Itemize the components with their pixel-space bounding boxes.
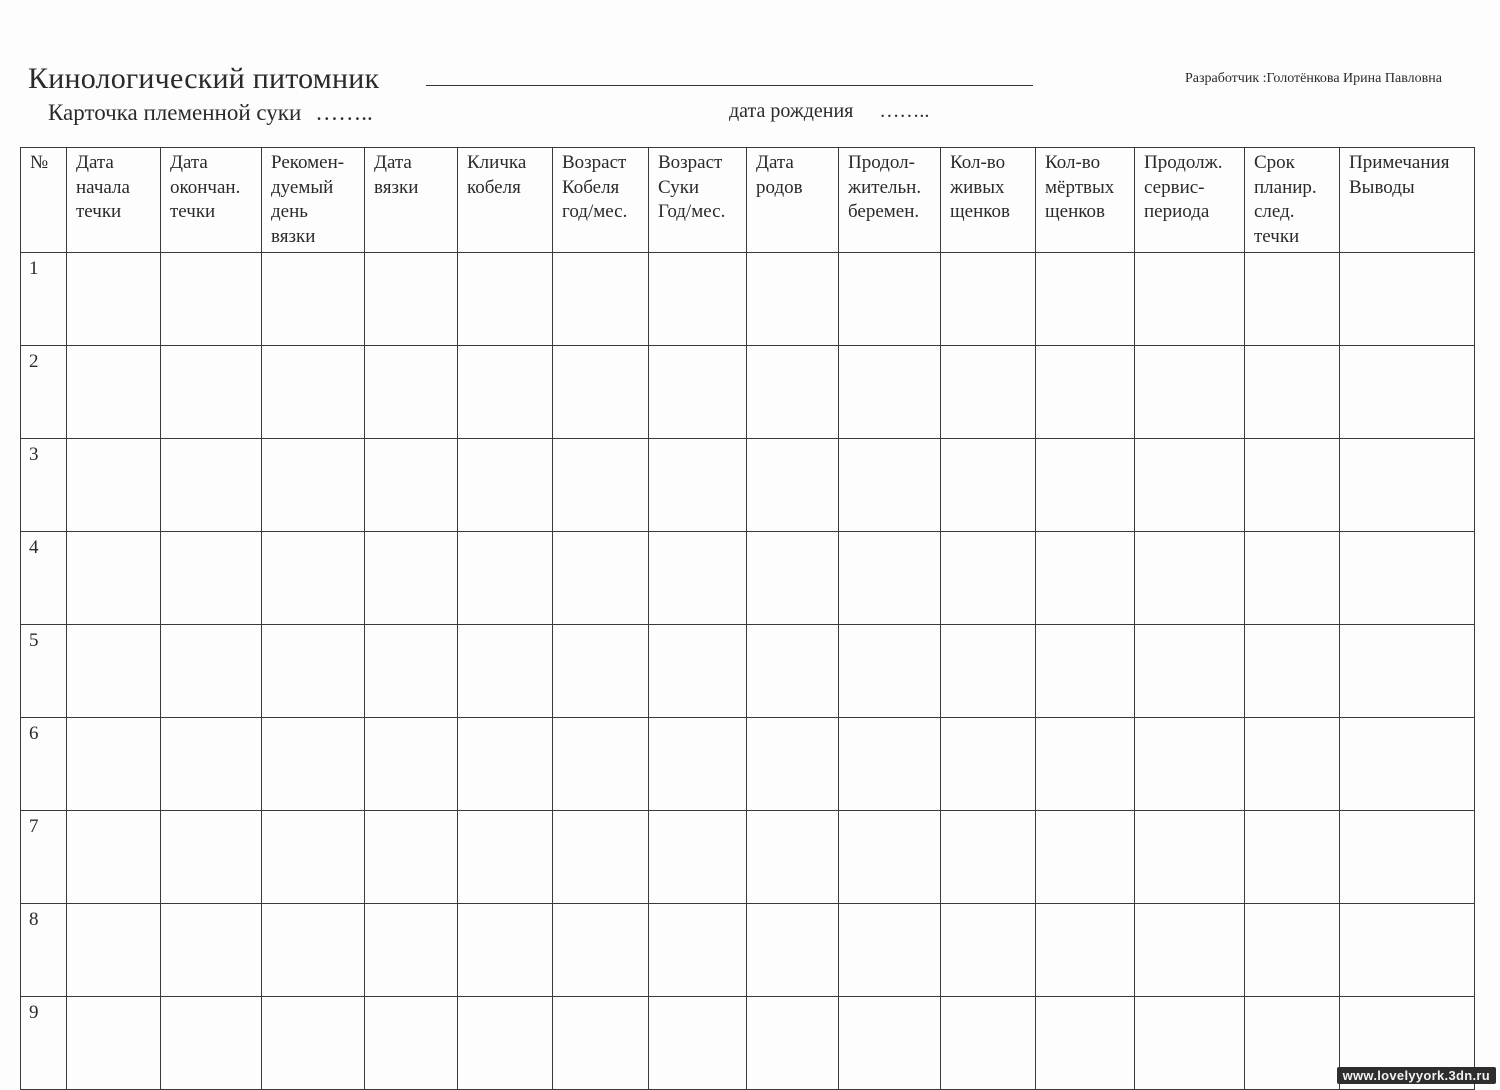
table-cell[interactable] <box>161 997 262 1090</box>
table-cell[interactable] <box>1340 253 1475 346</box>
table-row <box>21 346 1475 439</box>
table-cell[interactable] <box>1036 346 1135 439</box>
table-row <box>21 439 1475 532</box>
table-cell[interactable] <box>1245 997 1340 1090</box>
table-cell[interactable] <box>1340 811 1475 904</box>
table-cell[interactable] <box>1245 532 1340 625</box>
table-cell[interactable] <box>941 904 1036 997</box>
table-cell[interactable] <box>839 532 941 625</box>
table-cell[interactable] <box>67 439 161 532</box>
card-name-placeholder: …….. <box>315 100 373 125</box>
column-header: Продол- жительн. беремен. <box>839 148 941 253</box>
table-cell[interactable] <box>839 439 941 532</box>
column-header: Дата начала течки <box>67 148 161 253</box>
table-cell[interactable] <box>1245 253 1340 346</box>
column-header: Дата вязки <box>365 148 458 253</box>
table-cell[interactable] <box>941 718 1036 811</box>
table-cell[interactable] <box>941 532 1036 625</box>
row-number: 9 <box>21 997 67 1090</box>
table-cell[interactable] <box>365 346 458 439</box>
table-cell[interactable] <box>67 253 161 346</box>
table-cell[interactable] <box>553 811 649 904</box>
table-cell[interactable] <box>161 904 262 997</box>
header-row <box>21 148 1475 253</box>
table-cell[interactable] <box>553 439 649 532</box>
table-cell[interactable] <box>941 625 1036 718</box>
table-cell[interactable] <box>161 718 262 811</box>
table-cell[interactable] <box>262 625 365 718</box>
table-cell[interactable] <box>365 439 458 532</box>
table-cell[interactable] <box>747 811 839 904</box>
table-body <box>21 253 1475 1090</box>
table-cell[interactable] <box>1036 625 1135 718</box>
table-cell[interactable] <box>553 625 649 718</box>
table-cell[interactable] <box>839 718 941 811</box>
table-cell[interactable] <box>553 532 649 625</box>
table-cell[interactable] <box>458 718 553 811</box>
table-cell[interactable] <box>262 811 365 904</box>
table-cell[interactable] <box>1340 625 1475 718</box>
table-cell[interactable] <box>553 346 649 439</box>
table-cell[interactable] <box>839 346 941 439</box>
table-cell[interactable] <box>262 718 365 811</box>
table-cell[interactable] <box>67 346 161 439</box>
table-cell[interactable] <box>649 346 747 439</box>
column-header: Дата родов <box>747 148 839 253</box>
table-cell[interactable] <box>649 997 747 1090</box>
table-cell[interactable] <box>67 811 161 904</box>
page-title: Кинологический питомник <box>28 62 380 95</box>
table-cell[interactable] <box>1245 346 1340 439</box>
table-cell[interactable] <box>649 532 747 625</box>
table-cell[interactable] <box>941 253 1036 346</box>
watermark: www.lovelyyork.3dn.ru <box>1337 1067 1496 1084</box>
table-cell[interactable] <box>458 532 553 625</box>
table-cell[interactable] <box>1135 532 1245 625</box>
developer-credit: Разработчик :Голотёнкова Ирина Павловна <box>1185 71 1442 86</box>
title-fill-line <box>426 85 1033 86</box>
table-cell[interactable] <box>161 346 262 439</box>
table-cell[interactable] <box>649 625 747 718</box>
table-cell[interactable] <box>649 718 747 811</box>
table-cell[interactable] <box>649 253 747 346</box>
table-cell[interactable] <box>161 253 262 346</box>
table-cell[interactable] <box>649 904 747 997</box>
card-heading <box>48 100 373 126</box>
row-number: 1 <box>21 253 67 346</box>
table-cell[interactable] <box>1135 346 1245 439</box>
table-cell[interactable] <box>1036 904 1135 997</box>
table-cell[interactable] <box>941 997 1036 1090</box>
table-cell[interactable] <box>1036 532 1135 625</box>
table-cell[interactable] <box>1135 811 1245 904</box>
birth-date-placeholder: …….. <box>879 100 930 122</box>
table-cell[interactable] <box>839 253 941 346</box>
table-cell[interactable] <box>1036 253 1135 346</box>
table-cell[interactable] <box>458 253 553 346</box>
table-cell[interactable] <box>1340 346 1475 439</box>
table-cell[interactable] <box>262 346 365 439</box>
table-cell[interactable] <box>262 253 365 346</box>
table-cell[interactable] <box>1135 253 1245 346</box>
row-number: 8 <box>21 904 67 997</box>
table-cell[interactable] <box>365 253 458 346</box>
table-cell[interactable] <box>458 625 553 718</box>
column-header: № <box>21 148 67 253</box>
table-cell[interactable] <box>1340 904 1475 997</box>
table-cell[interactable] <box>553 718 649 811</box>
table-cell[interactable] <box>365 625 458 718</box>
table-cell[interactable] <box>365 904 458 997</box>
table-cell[interactable] <box>747 532 839 625</box>
table-row <box>21 904 1475 997</box>
table-cell[interactable] <box>67 625 161 718</box>
table-cell[interactable] <box>1340 718 1475 811</box>
birth-date-label: дата рождения <box>729 100 854 122</box>
column-header: Продолж. сервис- периода <box>1135 148 1245 253</box>
table-cell[interactable] <box>1245 718 1340 811</box>
table-cell[interactable] <box>67 997 161 1090</box>
table-cell[interactable] <box>747 439 839 532</box>
table-cell[interactable] <box>1036 997 1135 1090</box>
row-number: 4 <box>21 532 67 625</box>
table-cell[interactable] <box>839 997 941 1090</box>
column-header: Возраст Суки Год/мес. <box>649 148 747 253</box>
row-number: 6 <box>21 718 67 811</box>
table-cell[interactable] <box>1036 718 1135 811</box>
column-header: Кол-во живых щенков <box>941 148 1036 253</box>
column-header: Рекомен- дуемый день вязки <box>262 148 365 253</box>
table-cell[interactable] <box>1245 439 1340 532</box>
table-cell[interactable] <box>553 997 649 1090</box>
table-cell[interactable] <box>649 811 747 904</box>
table-cell[interactable] <box>458 811 553 904</box>
table-cell[interactable] <box>1135 904 1245 997</box>
table-cell[interactable] <box>67 532 161 625</box>
table-cell[interactable] <box>1135 625 1245 718</box>
table-cell[interactable] <box>747 718 839 811</box>
table-cell[interactable] <box>839 811 941 904</box>
table-row <box>21 253 1475 346</box>
table-cell[interactable] <box>839 904 941 997</box>
row-number: 2 <box>21 346 67 439</box>
table-row <box>21 811 1475 904</box>
column-header: Срок планир. след. течки <box>1245 148 1340 253</box>
table-cell[interactable] <box>365 811 458 904</box>
table-cell[interactable] <box>67 904 161 997</box>
row-number: 7 <box>21 811 67 904</box>
table-cell[interactable] <box>553 904 649 997</box>
table-cell[interactable] <box>1245 625 1340 718</box>
table-cell[interactable] <box>262 439 365 532</box>
table-cell[interactable] <box>747 904 839 997</box>
table-cell[interactable] <box>1036 439 1135 532</box>
row-number: 5 <box>21 625 67 718</box>
row-number: 3 <box>21 439 67 532</box>
card-label: Карточка племенной суки <box>48 100 302 125</box>
table-cell[interactable] <box>458 439 553 532</box>
table-cell[interactable] <box>365 718 458 811</box>
table-cell[interactable] <box>458 904 553 997</box>
table-cell[interactable] <box>1340 439 1475 532</box>
column-header: Примечания Выводы <box>1340 148 1475 253</box>
column-header: Возраст Кобеля год/мес. <box>553 148 649 253</box>
table-cell[interactable] <box>161 625 262 718</box>
table-cell[interactable] <box>1036 811 1135 904</box>
column-header: Кол-во мёртвых щенков <box>1036 148 1135 253</box>
table-cell[interactable] <box>941 439 1036 532</box>
table-cell[interactable] <box>941 346 1036 439</box>
table-cell[interactable] <box>1340 532 1475 625</box>
table-cell[interactable] <box>458 997 553 1090</box>
table-cell[interactable] <box>747 997 839 1090</box>
table-cell[interactable] <box>1135 718 1245 811</box>
table-cell[interactable] <box>262 904 365 997</box>
table-cell[interactable] <box>941 811 1036 904</box>
table-row <box>21 997 1475 1090</box>
table-cell[interactable] <box>161 532 262 625</box>
table-row <box>21 625 1475 718</box>
birth-date-field <box>729 100 929 123</box>
table-cell[interactable] <box>365 997 458 1090</box>
table-cell[interactable] <box>365 532 458 625</box>
column-header: Дата окончан. течки <box>161 148 262 253</box>
table-cell[interactable] <box>161 811 262 904</box>
table-row <box>21 718 1475 811</box>
table-cell[interactable] <box>649 439 747 532</box>
table-cell[interactable] <box>67 718 161 811</box>
table-cell[interactable] <box>747 346 839 439</box>
table-cell[interactable] <box>1135 997 1245 1090</box>
table-cell[interactable] <box>262 997 365 1090</box>
table-cell[interactable] <box>747 253 839 346</box>
breeding-record-table <box>20 147 1475 1090</box>
table-cell[interactable] <box>1245 904 1340 997</box>
table-cell[interactable] <box>262 532 365 625</box>
table-cell[interactable] <box>458 346 553 439</box>
table-cell[interactable] <box>839 625 941 718</box>
table-cell[interactable] <box>553 253 649 346</box>
table-row <box>21 532 1475 625</box>
table-cell[interactable] <box>161 439 262 532</box>
table-cell[interactable] <box>747 625 839 718</box>
column-header: Кличка кобеля <box>458 148 553 253</box>
table-cell[interactable] <box>1135 439 1245 532</box>
table-cell[interactable] <box>1245 811 1340 904</box>
